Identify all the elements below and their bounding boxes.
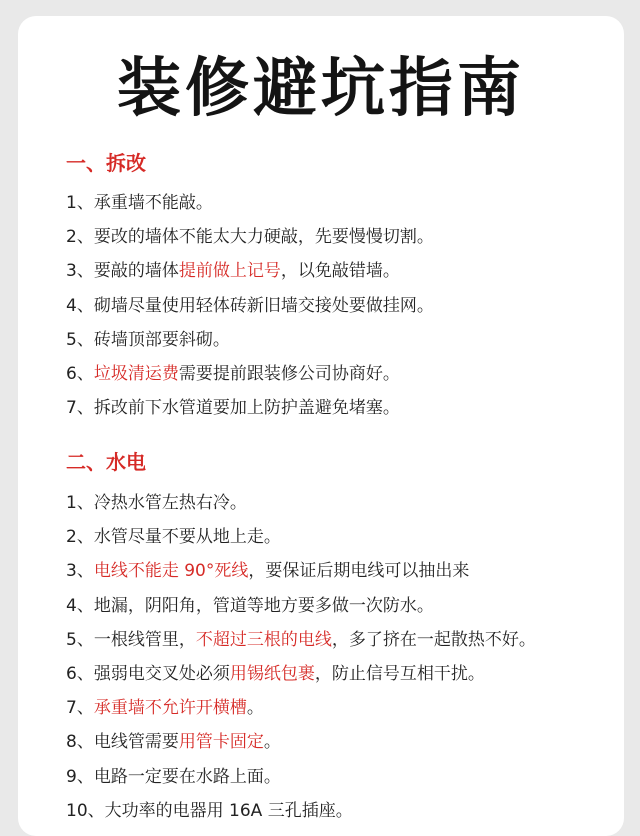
item-text: 3、 (66, 561, 94, 582)
item-text: ，以免敲错墙。 (280, 261, 400, 282)
list-item (66, 657, 536, 691)
item-text: 4、砌墙尽量使用轻体砖新旧墙交接处要做挂网。 (66, 295, 434, 316)
list-item (66, 391, 434, 425)
item-text: 1、冷热水管左热右冷。 (66, 493, 247, 513)
list-item (66, 486, 536, 520)
item-text: 1、承重墙不能敲。 (66, 193, 213, 213)
item-text: 7、拆改前下水管道要加上防护盖避免堵塞。 (66, 398, 400, 419)
item-text: ，防止信号互相干扰。 (314, 663, 485, 684)
highlight-text: 用锡纸包裹 (229, 663, 315, 684)
list-item (66, 554, 536, 588)
highlight-text: 用管卡固定 (178, 732, 264, 753)
list-item (66, 289, 434, 323)
item-text: 。 (246, 698, 264, 719)
list-item (66, 220, 434, 254)
list-item (66, 254, 434, 288)
item-text: 。 (263, 732, 281, 753)
item-text: 需要提前跟装修公司协商好。 (178, 363, 400, 384)
highlight-text: 电线不能走 90°死线 (93, 561, 249, 582)
section-heading-demolition: 一、拆改 (66, 151, 146, 175)
highlight-text: 垃圾清运费 (93, 363, 179, 384)
list-item (66, 760, 536, 794)
list-item (66, 323, 434, 357)
item-text: 2、要改的墙体不能太大力硬敲，先要慢慢切割。 (66, 227, 434, 248)
list-item (66, 794, 536, 828)
item-text: 3、要敲的墙体 (66, 261, 179, 282)
item-text: ，要保证后期电线可以抽出来 (248, 561, 470, 582)
list-item (66, 357, 434, 391)
item-text: 7、 (66, 698, 94, 719)
item-text: 6、强弱电交叉处必须 (66, 663, 230, 684)
page-title: 装修避坑指南 (117, 52, 525, 126)
item-text: 2、水管尽量不要从地上走。 (66, 527, 281, 548)
item-text: 9、电路一定要在水路上面。 (66, 766, 281, 787)
list-item (66, 520, 536, 554)
item-text: 8、电线管需要 (66, 732, 179, 753)
list-item (66, 186, 434, 220)
highlight-text: 不超过三根的电线 (195, 629, 332, 650)
section-heading-plumbing-electrical: 二、水电 (66, 450, 146, 474)
item-text: 4、地漏，阴阳角，管道等地方要多做一次防水。 (66, 595, 434, 616)
demolition-list (66, 186, 434, 425)
item-text: ，多了挤在一起散热不好。 (331, 629, 536, 650)
list-item (66, 691, 536, 725)
guide-card (18, 16, 624, 836)
item-text: 10、大功率的电器用 16A 三孔插座。 (66, 800, 353, 821)
plumbing-electrical-list (66, 486, 536, 828)
highlight-text: 提前做上记号 (178, 261, 281, 282)
item-text: 5、砖墙顶部要斜砌。 (66, 329, 230, 350)
item-text: 6、 (66, 363, 94, 384)
list-item (66, 589, 536, 623)
list-item (66, 623, 536, 657)
highlight-text: 承重墙不允许开横槽 (93, 698, 247, 719)
item-text: 5、一根线管里， (66, 629, 196, 650)
list-item (66, 725, 536, 759)
